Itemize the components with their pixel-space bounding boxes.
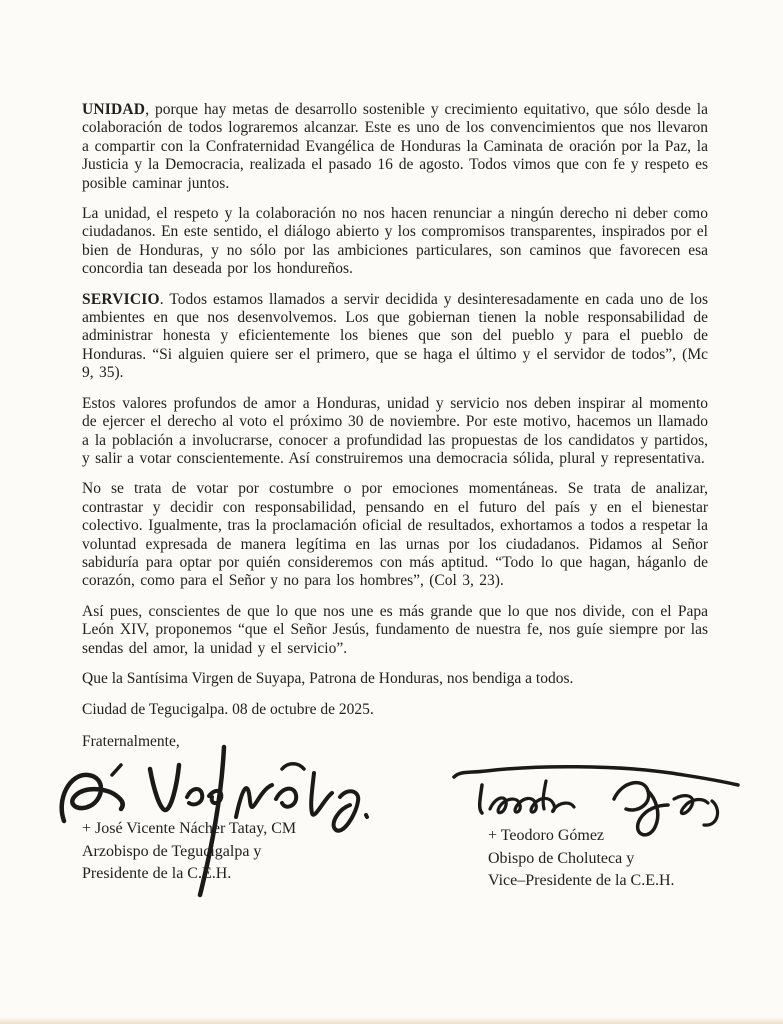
paragraph-lead-word: SERVICIO bbox=[82, 290, 160, 308]
signer-right bbox=[488, 755, 783, 893]
paragraph-voto bbox=[82, 480, 708, 590]
paragraph-text: La unidad, el respeto y la colaboración no nos hacen renunciar a ningún derecho ni deber como ciudadanos. En este sentido, el diálogo abierto y los compromisos transparentes, inspirados por el bien de Honduras, y no sólo por las ambiciones particulares, son caminos que favorecen esa concordia tan deseada por los hondureños. bbox=[82, 205, 708, 278]
paragraph-text: Estos valores profundos de amor a Honduras, unidad y servicio nos deben inspirar al momento de ejercer el derecho al voto el próximo 30 de noviembre. Por este motivo, hacemos un llamado a la población a involucrarse, conocer a profundidad las propuestas de los candidatos y partidos, y salir a votar conscientemente. Así construiremos una democracia sólida, plural y representativa. bbox=[82, 394, 708, 467]
signature-block bbox=[82, 755, 708, 955]
signer-title-2: Vice–Presidente de la C.E.H. bbox=[488, 872, 675, 890]
signer-left bbox=[82, 755, 422, 886]
signer-title-2: Presidente de la C.E.H. bbox=[82, 865, 232, 883]
paragraph-text: No se trata de votar por costumbre o por emociones momentáneas. Se trata de analizar, contrastar y decidir con responsabilidad, pensando en el futuro del país y en el bienestar colectivo. Igualmente, tras la proclamación oficial de resultados, exhortamos a todos a respetar la voluntad expresada de manera legítima en las urnas por los ciudadanos. Pidamos al Señor sabiduría para optar por quién consideremos con más aptitud. “Todo lo que hagan, háganlo de corazón, como para el Señor y no para los hombres”, (Col 3, 23). bbox=[82, 480, 708, 590]
paragraph-servicio bbox=[82, 291, 708, 383]
signer-right-text bbox=[488, 755, 783, 893]
paragraph-text: Así pues, conscientes de que lo que nos une es más grande que lo que nos divide, con el Papa León XIV, proponemos “que el Señor Jesús, fundamento de nuestra fe, nos guíe siempre por las sendas del amor, la unidad y el servicio”. bbox=[82, 602, 708, 657]
paragraph-papa-leon bbox=[82, 603, 708, 658]
paragraph-lead-word: UNIDAD bbox=[82, 101, 146, 118]
signer-title-1: Arzobispo de Tegucigalpa y bbox=[82, 842, 262, 860]
paragraph-la-unidad bbox=[82, 205, 708, 279]
scan-edge-shadow bbox=[0, 1017, 783, 1024]
signer-name: + José Vicente Nácher Tatay, CM bbox=[82, 820, 297, 838]
signer-left-text bbox=[82, 755, 422, 886]
signer-title-1: Obispo de Choluteca y bbox=[488, 849, 635, 867]
paragraph-text: , porque hay metas de desarrollo sostenible y crecimiento equitativo, que sólo desde la colaboración de todos lograremos alcanzar. Este es uno de los convencimientos que nos llevaron a compartir con la Confraternidad Evangélica de Honduras la Caminata de oración por la Paz, la Justicia y la Democracia, realizada el pasado 16 de agosto. Todos vimos que con fe y respeto es posible caminar juntos. bbox=[82, 101, 708, 192]
paragraph-unidad bbox=[82, 101, 708, 193]
paragraph-text: . Todos estamos llamados a servir decidida y desinteresadamente en cada uno de los ambientes en que nos desenvolvemos. Los que gobiernan tienen la noble responsabilidad de administrar honesta y eficientemente los bienes que son del pueblo y para el pueblo de Honduras. “Si alguien quiere ser el primero, que se haga el último y el servidor de todos”, (Mc 9, 35). bbox=[82, 290, 708, 382]
blessing-line: Que la Santísima Virgen de Suyapa, Patrona de Honduras, nos bendiga a todos. bbox=[82, 669, 574, 687]
letter-body bbox=[82, 101, 708, 955]
closing-salutation: Fraternalmente, bbox=[82, 732, 180, 750]
signer-name: + Teodoro Gómez bbox=[488, 827, 605, 845]
dateline: Ciudad de Tegucigalpa. 08 de octubre de 2025. bbox=[82, 701, 374, 719]
paragraph-valores bbox=[82, 395, 708, 469]
